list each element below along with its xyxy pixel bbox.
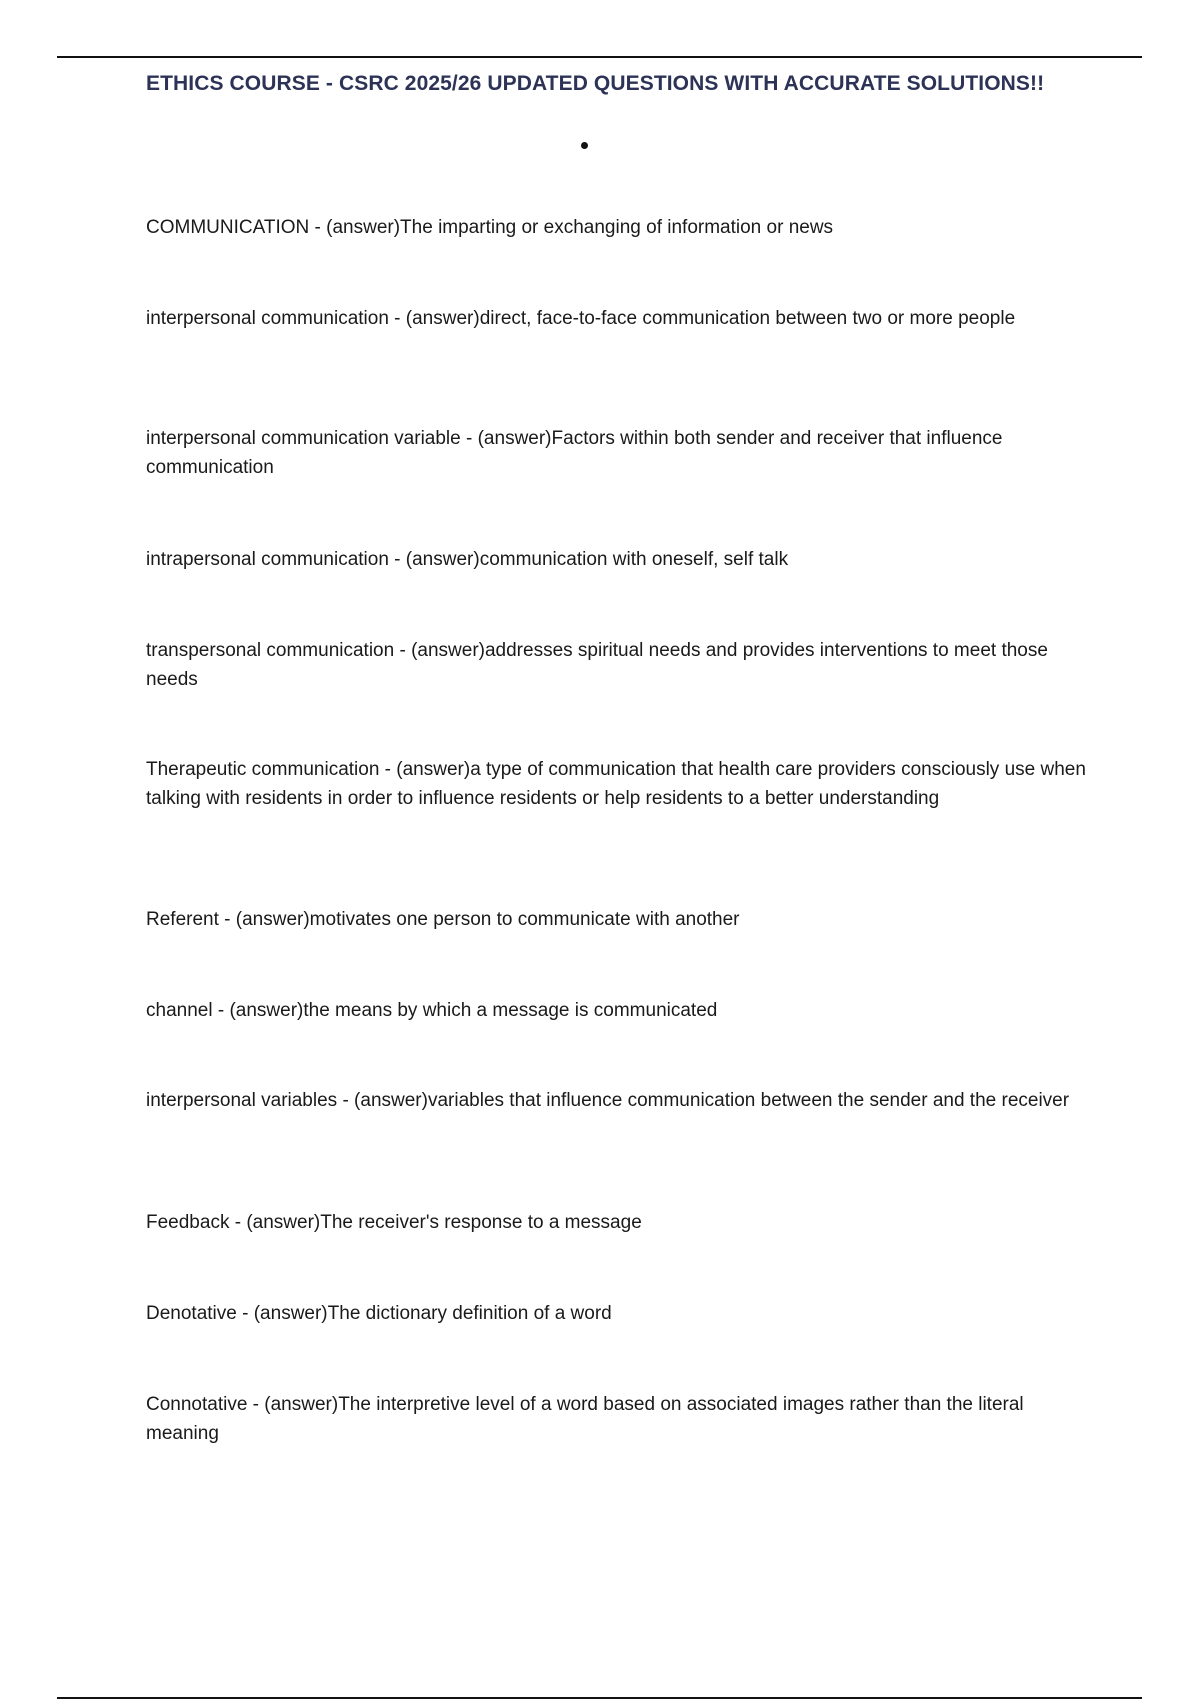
qa-answer: The receiver's response to a message [320, 1212, 642, 1233]
qa-item [146, 425, 1086, 482]
qa-item [146, 997, 1086, 1026]
qa-term: transpersonal communication [146, 640, 395, 661]
qa-term: Denotative [146, 1303, 237, 1324]
qa-separator: - (answer) [460, 428, 552, 449]
qa-item [146, 756, 1086, 813]
qa-term: intrapersonal communication [146, 549, 389, 570]
qa-item [146, 305, 1086, 334]
qa-separator: - (answer) [388, 549, 480, 570]
qa-answer: addresses spiritual needs and provides interventions to meet those needs [146, 640, 1048, 690]
qa-term: Referent [146, 909, 219, 930]
qa-term: channel [146, 1000, 213, 1021]
qa-term: Feedback [146, 1212, 230, 1233]
qa-answer: direct, face-to-face communication between two or more people [479, 308, 1016, 329]
qa-separator: - (answer) [218, 909, 310, 930]
qa-separator: - (answer) [388, 308, 480, 329]
qa-separator: - (answer) [229, 1212, 321, 1233]
qa-item [146, 637, 1086, 694]
top-rule [57, 56, 1142, 58]
qa-separator: - (answer) [337, 1090, 428, 1111]
qa-item [146, 906, 1086, 935]
qa-term: interpersonal variables [146, 1090, 338, 1111]
qa-separator: - (answer) [309, 217, 401, 238]
bottom-rule [57, 1697, 1142, 1699]
qa-answer: communication with oneself, self talk [479, 549, 789, 570]
qa-term: Therapeutic communication [146, 759, 380, 780]
qa-separator: - (answer) [394, 640, 485, 661]
qa-item [146, 1087, 1086, 1116]
qa-separator: - (answer) [236, 1303, 328, 1324]
qa-term: interpersonal communication [146, 308, 389, 329]
bullet-marker [581, 142, 588, 149]
qa-term: interpersonal communication variable [146, 428, 461, 449]
qa-answer: The interpretive level of a word based on associated images rather than the literal meaning [146, 1394, 1024, 1444]
qa-answer: a type of communication that health care providers consciously use when talking with residents in order to influence residents or help residents to a better understanding [146, 759, 1086, 809]
qa-answer: variables that influence communication between the sender and the receiver [427, 1090, 1070, 1111]
qa-answer: The imparting or exchanging of information or news [400, 217, 834, 238]
qa-separator: - (answer) [379, 759, 471, 780]
qa-item [146, 1300, 1086, 1329]
qa-term: COMMUNICATION [146, 217, 310, 238]
qa-answer: Factors within both sender and receiver that influence communication [146, 428, 1003, 478]
qa-item [146, 1209, 1086, 1238]
qa-answer: the means by which a message is communicated [303, 1000, 718, 1021]
qa-item [146, 546, 1086, 575]
document-title: ETHICS COURSE - CSRC 2025/26 UPDATED QUESTIONS WITH ACCURATE SOLUTIONS!! [146, 72, 1045, 95]
qa-answer: motivates one person to communicate with another [309, 909, 740, 930]
qa-item [146, 214, 1086, 243]
qa-term: Connotative [146, 1394, 248, 1415]
qa-separator: - (answer) [247, 1394, 339, 1415]
qa-answer: The dictionary definition of a word [327, 1303, 612, 1324]
qa-item [146, 1391, 1086, 1448]
qa-separator: - (answer) [212, 1000, 304, 1021]
